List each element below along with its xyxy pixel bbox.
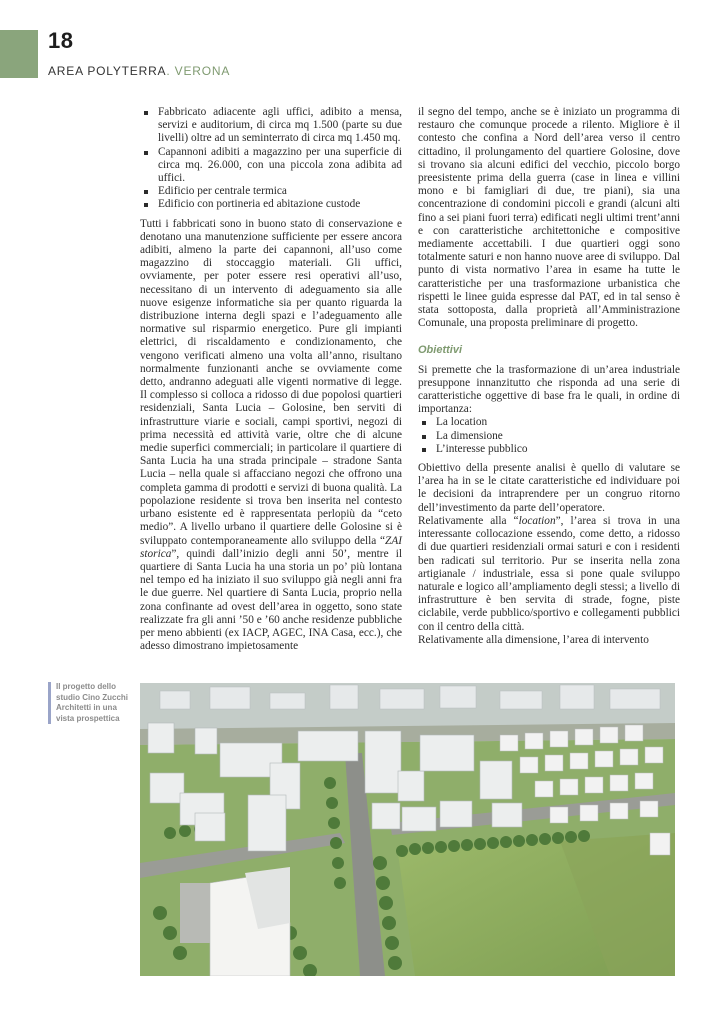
page-number: 18	[48, 28, 74, 53]
body-paragraph	[140, 218, 402, 654]
paragraph-text: Tutti i fabbricati sono in buono stato di conservazione e denotano una manutenzione sufficiente per essere ancora adibiti, almeno la parte dei capannoni, all’uso come magazzino di stoccaggio materiali. Gli uffici, ovviamente, per poter essere resi operativi all’uso, necessitano di un intervento di adeguamento sia alle nuove esigenze informatiche sia per quanto riguarda la distribuzione interna degli spazi e l’adeguamento alle normative sul risparmio energetico. Pure gli impianti elettrici, di riscaldamento e condizionamento, che vengono verificati almeno una volta all’anno, risultano normalmente funzionanti anche se ovviamente come detto, andranno adeguati alle vigenti normative di legge. Il complesso si colloca a ridosso di due popolosi quartieri residenziali, Santa Lucia – Golosine, ben serviti di infrastrutture viarie e sociali, campi sportivi, negozi di prima necessità ed attività varie, oltre che di alcune medie superfici commerciali; in particolare il quartiere di Santa Lucia ha una strada principale – stradone Santa Lucia – nella quale si affacciano negozi che offrono una completa gamma di prodotti e servizi di buona qualità. La popolazione residente si trova ben inserita nel contesto urbano esistente ed è rappresentata perlopiù da “ceto medio”. A livello urbano il quartiere delle Golosine si è sviluppato contemporaneamente allo sviluppo della “	[140, 217, 402, 547]
criteria-list	[418, 416, 680, 456]
header-separator: .	[166, 64, 175, 78]
body-paragraph: Relativamente alla dimensione, l’area di intervento	[418, 633, 649, 646]
page-tab-marker	[0, 30, 38, 78]
figure-caption: Il progetto dello studio Cino Zucchi Architetti in una vista prospettica	[48, 682, 134, 724]
list-item: La dimensione	[418, 430, 680, 443]
aerial-render-image	[140, 683, 675, 976]
list-item: Edificio per centrale termica	[140, 185, 402, 198]
running-header	[48, 64, 230, 78]
paragraph-text: ”, l’area si trova in una interessante collocazione essendo, come detto, a ridosso di due quartieri residenziali ormai saturi e con i residenti ben radicati sul territorio. Pur se inserita nella zona artigianale / industriale, essa si pone quale sviluppo naturale e logico all’ampliamento degli stessi; a livello di infrastrutture è ben servita di strade, fogne, piste ciclabile, verde pubblico/sportivo e collegamenti pubblici con il centro della città.	[418, 514, 680, 633]
header-title: AREA POLYTERRA	[48, 64, 167, 78]
section-title: Obiettivi	[418, 344, 463, 357]
body-paragraph	[418, 515, 680, 634]
italic-term: ZAI storica	[140, 534, 402, 560]
body-paragraph: Obiettivo della presente analisi è quello di valutare se l’area ha in se le citate caratteristiche ed individuare poi le decisioni da intraprendere per un congruo ritorno dell’investimento da parte dell’operatore.	[418, 462, 680, 514]
list-item: L’interesse pubblico	[418, 443, 680, 456]
list-item: La location	[418, 416, 680, 429]
paragraph-text: Relativamente alla “	[418, 514, 519, 527]
building-list	[140, 106, 402, 212]
list-item: Capannoni adibiti a magazzino per una superficie di circa mq. 26.000, con una piccola zona adibita ad uffici.	[140, 146, 402, 186]
list-item: Edificio con portineria ed abitazione custode	[140, 198, 402, 211]
right-column	[418, 106, 680, 647]
header-city: VERONA	[174, 64, 231, 78]
italic-term: location	[518, 514, 556, 527]
body-paragraph: il segno del tempo, anche se è iniziato un programma di restauro che comunque procede a rilento. Migliore è il contesto che confina a Nord dell’area verso il centro cittadino, il prolungamento del quartiere Golosine, dove si trovano sia alcuni edifici del vecchio, piccolo borgo preesistente prima della guerra (case in linea e villini mono e bi famigliari di due, tre piani), sia una concentrazione di condomini piccoli e grandi (alcuni alti fino a sei piani fuori terra) edificati negli ultimi trent’anni e con caratteristiche architettoniche e compositive mediamente accettabili. I due quartieri oggi sono totalmente saturi e non hanno nuove aree di sviluppo. Dal punto di vista normativo l’area in esame ha tutte le caratteristiche per una trasformazione urbanistica che rispetti le linee guida espresse dal PAT, ed in tal senso è stata sottoposta, dalla proprietà all’Amministrazione Comunale, una proposta preliminare di progetto.	[418, 106, 680, 330]
body-paragraph: Si premette che la trasformazione di un’area industriale presuppone innanzitutto che risponda ad una serie di caratteristiche oggettive di base fra le quali, in ordine di importanza:	[418, 363, 680, 416]
left-column	[140, 106, 402, 653]
list-item: Fabbricato adiacente agli uffici, adibito a mensa, servizi e auditorium, di circa mq 1.500 (parte su due livelli) oltre ad un seminterrato di circa mq 1.450 mq.	[140, 106, 402, 146]
paragraph-text: ”, quindi dall’inizio degli anni 50’, mentre il quartiere di Santa Lucia ha una storia un po’ più lontana nel tempo ed ha iniziato il suo sviluppo già negli anni fra le due guerre. Nel quartiere di Santa Lucia, proprio nella zona confinante ad ovest dell’area in oggetto, sono state realizzate fra gli anni ’50 e ’60 anche residenze pubbliche per meno abbienti (ex IACP, AGEC, INA Casa, ecc.), che adesso dimostrano impietosamente	[140, 547, 402, 653]
